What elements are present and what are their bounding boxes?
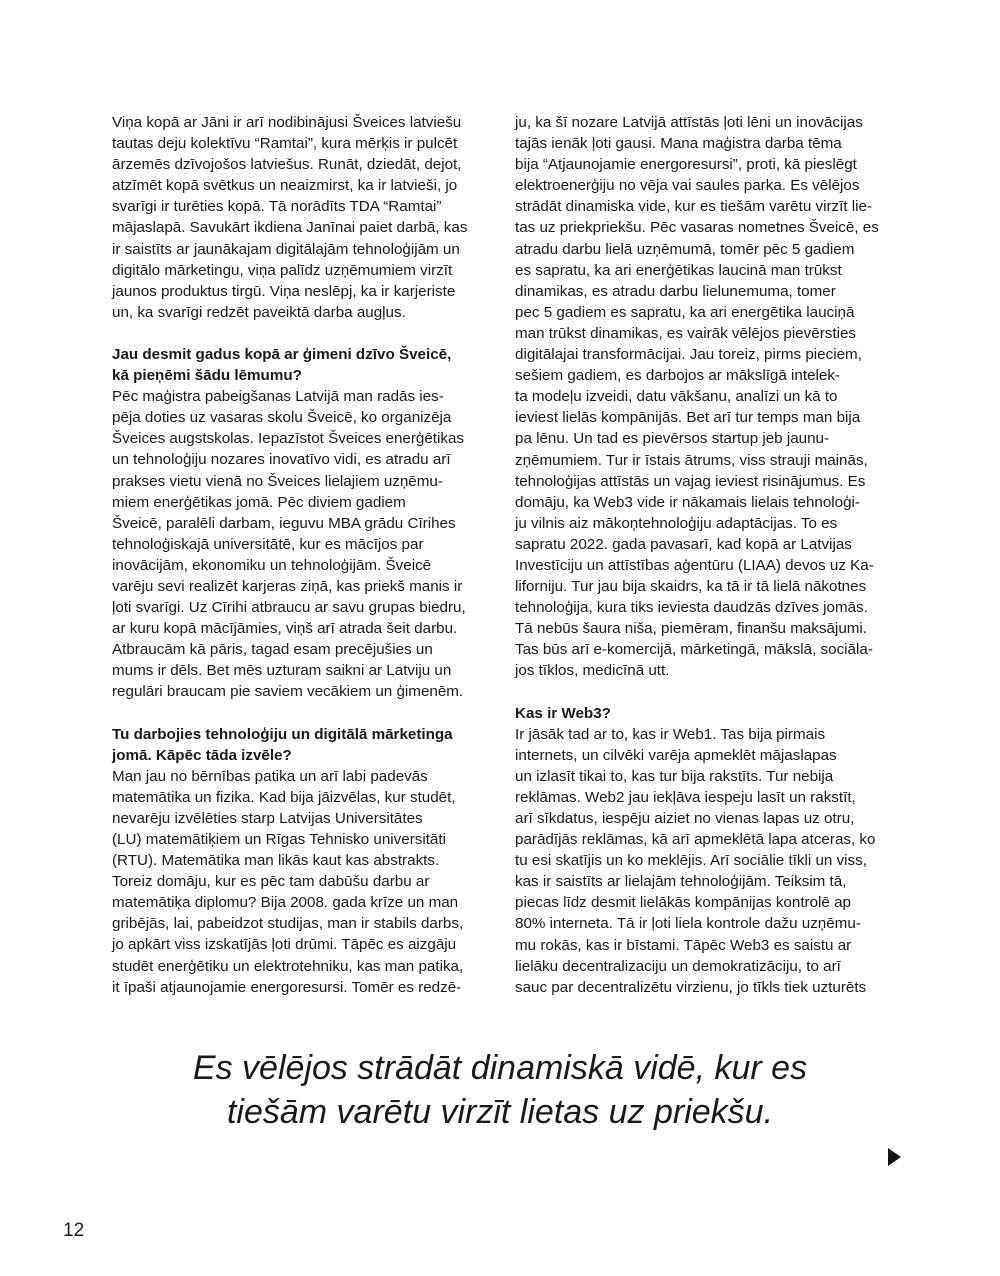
text-line: kas ir saistīts ar lielajām tehnoloģijām. Teiksim tā,: [515, 873, 847, 891]
text-line: inovācijām, ekonomiku un tehnoloģijām. Šveicē: [112, 556, 432, 574]
text-line: studēt enerģētiku un elektrotehniku, kas man patika,: [112, 957, 464, 975]
paragraph: [515, 724, 891, 998]
paragraph: [515, 112, 891, 682]
text-line: reklāmas. Web2 jau iekļāva iespeju lasīt un rakstīt,: [515, 788, 856, 806]
text-line: digitālajai transformācijai. Jau toreiz, pirms pieciem,: [515, 346, 862, 364]
text-line: ir saistīts ar jaunākajam digitālajām tehnoloģijām un: [112, 240, 460, 258]
text-line: tiešām varētu virzīt lietas uz priekšu.: [226, 1093, 774, 1131]
text-line: varēju sevi realizēt karjeras ziņā, kas priekš manis ir: [112, 577, 463, 595]
text-line: ju vilnis aiz mākoņtehnoloģiju adaptācijas. To es: [515, 514, 838, 532]
text-line: Šveices augstskolas. Iepazīstot Šveices enerģētikas: [112, 430, 465, 448]
text-line: domāju, ka Web3 vide ir nākamais lielais tehnoloģi-: [515, 493, 860, 511]
text-line: tautas deju kolektīvu “Ramtai”, kura mērķis ir pulcēt: [112, 135, 458, 153]
text-line: arī sīkdatus, iespēju aiziet no vienas lapas uz otru,: [515, 810, 855, 827]
text-line: tehnoloģiskajā universitātē, kur es mācījos par: [112, 535, 424, 553]
text-line: ārzemēs dzīvojošos latviešus. Runāt, dziedāt, dejot,: [112, 156, 462, 174]
text-line: mu rokās, kas ir bīstami. Tāpēc Web3 es saistu ar: [515, 936, 852, 954]
text-line: sapratu 2022. gada pavasarī, kad kopā ar Latvijas: [515, 535, 852, 553]
text-line: matemātiķa diplomu? Bija 2008. gada krīze un man: [112, 894, 459, 912]
text-line: jos tīklos, medicīnā utt.: [515, 662, 670, 680]
text-line: tehnoloģija, kura tiks ieviesta daudzās dzīves jomās.: [515, 599, 868, 617]
text-line: it īpaši atjaunojamie energoresursi. Tomēr es redzē-: [112, 978, 462, 996]
text-line: tehnoloģijas attīstās un vajag ieviest risinājumus. Es: [515, 472, 866, 490]
text-line: ieviest lielās kompānijās. Bet arī tur temps man bija: [515, 409, 861, 427]
text-line: Investīciju un attīstības aģentūru (LIAA) devos uz Ka-: [515, 556, 874, 574]
text-line: atzīmēt kopā svētkus un neaizmirst, ka ir latvieši, jo: [112, 177, 458, 195]
text-line: jomā. Kāpēc tāda izvēle?: [112, 746, 292, 764]
text-line: bija “Atjaunojamie energoresursi”, proti, kā pieslēgt: [515, 156, 857, 174]
text-line: mājaslapā. Savukārt ikdiena Janīnai paiet darbā, kas: [112, 219, 468, 237]
play-triangle-icon: [888, 1148, 901, 1166]
text-line: Es vēlējos strādāt dinamiskā vidē, kur es: [192, 1049, 808, 1087]
text-line: 80% interneta. Tā ir ļoti liela kontrole dažu uzņēmu-: [515, 915, 861, 933]
text-line: sauc par decentralizētu virzienu, jo tīkls tiek uzturēts: [515, 978, 867, 996]
text-line: regulāri braucam pie saviem vecākiem un ģimenēm.: [112, 683, 464, 701]
text-line: Tā nebūs šaura niša, piemēram, finanšu maksājumi.: [515, 620, 868, 638]
section-heading: [112, 724, 488, 766]
section-heading: [515, 703, 891, 724]
right-column: [515, 112, 891, 998]
text-line: elektroenerģiju no vēja vai saules parka. Es vēlējos: [515, 177, 860, 195]
text-line: tu esi skatījis un ko meklējis. Arī sociālie tīkli un viss,: [515, 852, 867, 870]
text-line: atradu darbu lielā uzņēmumā, tomēr pēc 5 gadiem: [515, 240, 855, 258]
left-column: [112, 112, 488, 998]
text-line: un tehnoloģiju nozares inovatīvo vidi, es atradu arī: [112, 451, 451, 469]
text-line: lielāku decentralizaciju un demokratizāciju, to arī: [515, 957, 841, 975]
text-line: ta modeļu izveidi, datu vākšanu, analīzi un kā to: [515, 388, 838, 406]
text-line: strādāt dinamiska vide, kur es tiešām varētu virzīt lie-: [515, 198, 873, 216]
text-line: Jau desmit gadus kopā ar ģimeni dzīvo Šveicē,: [112, 345, 452, 363]
paragraph: [112, 112, 488, 323]
paragraph: [112, 386, 488, 702]
text-line: internets, un cilvēki varēja apmeklēt mājaslapas: [515, 746, 837, 764]
text-line: es sapratu, ka ari enerģētikas laucinā man trūkst: [515, 261, 842, 279]
text-line: digitālo mārketingu, viņa palīdz uzņēmumiem virzīt: [112, 261, 453, 279]
text-line: man trūkst dinamikas, es vairāk vēlējos pievērsties: [515, 324, 857, 342]
text-line: tas uz priekpriekšu. Pēc vasaras nometnes Šveicē, es: [515, 219, 879, 237]
text-line: dinamikas, es atradu darbu lielunemuma, tomer: [515, 282, 836, 300]
pull-quote: [0, 1046, 1000, 1134]
text-line: svarīgi ir turēties kopā. Tā norādīts TDA “Ramtai”: [112, 198, 442, 216]
text-line: un izlasīt tikai to, kas tur bija rakstīts. Tur nebija: [515, 767, 834, 785]
text-line: Kas ir Web3?: [515, 704, 611, 722]
section-heading: [112, 344, 488, 386]
text-line: Atbraucām kā pāris, tagad esam precējušies un: [112, 641, 433, 659]
text-line: liforniju. Tur jau bija skaidrs, ka tā ir tā lielā nākotnes: [515, 578, 867, 596]
paragraph: [112, 766, 488, 998]
text-line: sešiem gadiem, es darbojos ar mākslīgā intelek-: [515, 367, 840, 385]
text-line: pec 5 gadiem es sapratu, ka ari energētika lauciņā: [515, 303, 855, 321]
text-line: Tas būs arī e-komercijā, mārketingā, mākslā, sociāla-: [515, 641, 873, 659]
text-line: pa lēnu. Un tad es pievērsos startup jeb jaunu-: [515, 430, 830, 448]
text-line: (LU) matemātiķiem un Rīgas Tehnisko universitāti: [112, 831, 446, 848]
text-line: Pēc maģistra pabeigšanas Latvijā man radās ies-: [112, 388, 444, 406]
text-line: Man jau no bērnības patika un arī labi padevās: [112, 767, 428, 785]
text-line: Ir jāsāk tad ar to, kas ir Web1. Tas bija pirmais: [515, 725, 826, 743]
text-line: piecas līdz desmit lielākās kompānijas kontrolē ap: [515, 894, 851, 912]
text-line: Toreiz domāju, kur es pēc tam dabūšu darbu ar: [112, 873, 430, 891]
text-line: ju, ka šī nozare Latvijā attīstās ļoti lēni un inovācijas: [515, 114, 863, 131]
text-line: miem enerģētikas jomā. Pēc diviem gadiem: [112, 493, 406, 511]
text-line: jaunos produktus tirgū. Viņa neslēpj, ka ir karjeriste: [112, 282, 456, 300]
text-line: kā pieņēmi šādu lēmumu?: [112, 367, 302, 385]
text-line: un, ka svarīgi redzēt paveiktā darba augļus.: [112, 303, 406, 321]
text-line: gribējās, lai, pabeidzot studijas, man ir stabils darbs,: [112, 915, 464, 933]
text-line: nevarēju izvēlēties starp Latvijas Universitātes: [112, 809, 423, 827]
page-number: 12: [63, 1220, 85, 1241]
text-line: jo apkārt viss izskatījās ļoti drūmi. Tāpēc es aizgāju: [112, 936, 457, 954]
text-line: ar kuru kopā mācījāmies, viņš arī atrada šeit darbu.: [112, 620, 458, 638]
text-line: zņēmumiem. Tur ir īstais ātrums, viss strauji mainās,: [515, 451, 868, 469]
text-line: Viņa kopā ar Jāni ir arī nodibinājusi Šveices latviešu: [112, 114, 462, 131]
text-line: prakses vietu vienā no Šveices lielajiem uzņēmu-: [112, 472, 443, 490]
text-line: Tu darbojies tehnoloģiju un digitālā mārketinga: [112, 725, 453, 743]
text-line: matemātika un fizika. Kad bija jāizvēlas, kur studēt,: [112, 788, 456, 806]
text-line: (RTU). Matemātika man likās kaut kas abstrakts.: [112, 852, 440, 870]
text-line: mums ir dēls. Bet mēs uzturam saikni ar Latviju un: [112, 662, 452, 680]
text-line: pēja doties uz vasaras skolu Šveicē, ko organizēja: [112, 409, 452, 427]
text-line: ļoti svarīgi. Uz Cīrihi atbraucu ar savu grupas biedru,: [112, 599, 466, 617]
text-line: tajās ienāk ļoti gausi. Mana maģistra darba tēma: [515, 135, 842, 153]
text-line: Šveicē, paralēli darbam, ieguvu MBA grādu Cīrihes: [112, 514, 456, 532]
text-line: parādījās reklāmas, kā arī apmeklētā lapa atceras, ko: [515, 831, 876, 849]
